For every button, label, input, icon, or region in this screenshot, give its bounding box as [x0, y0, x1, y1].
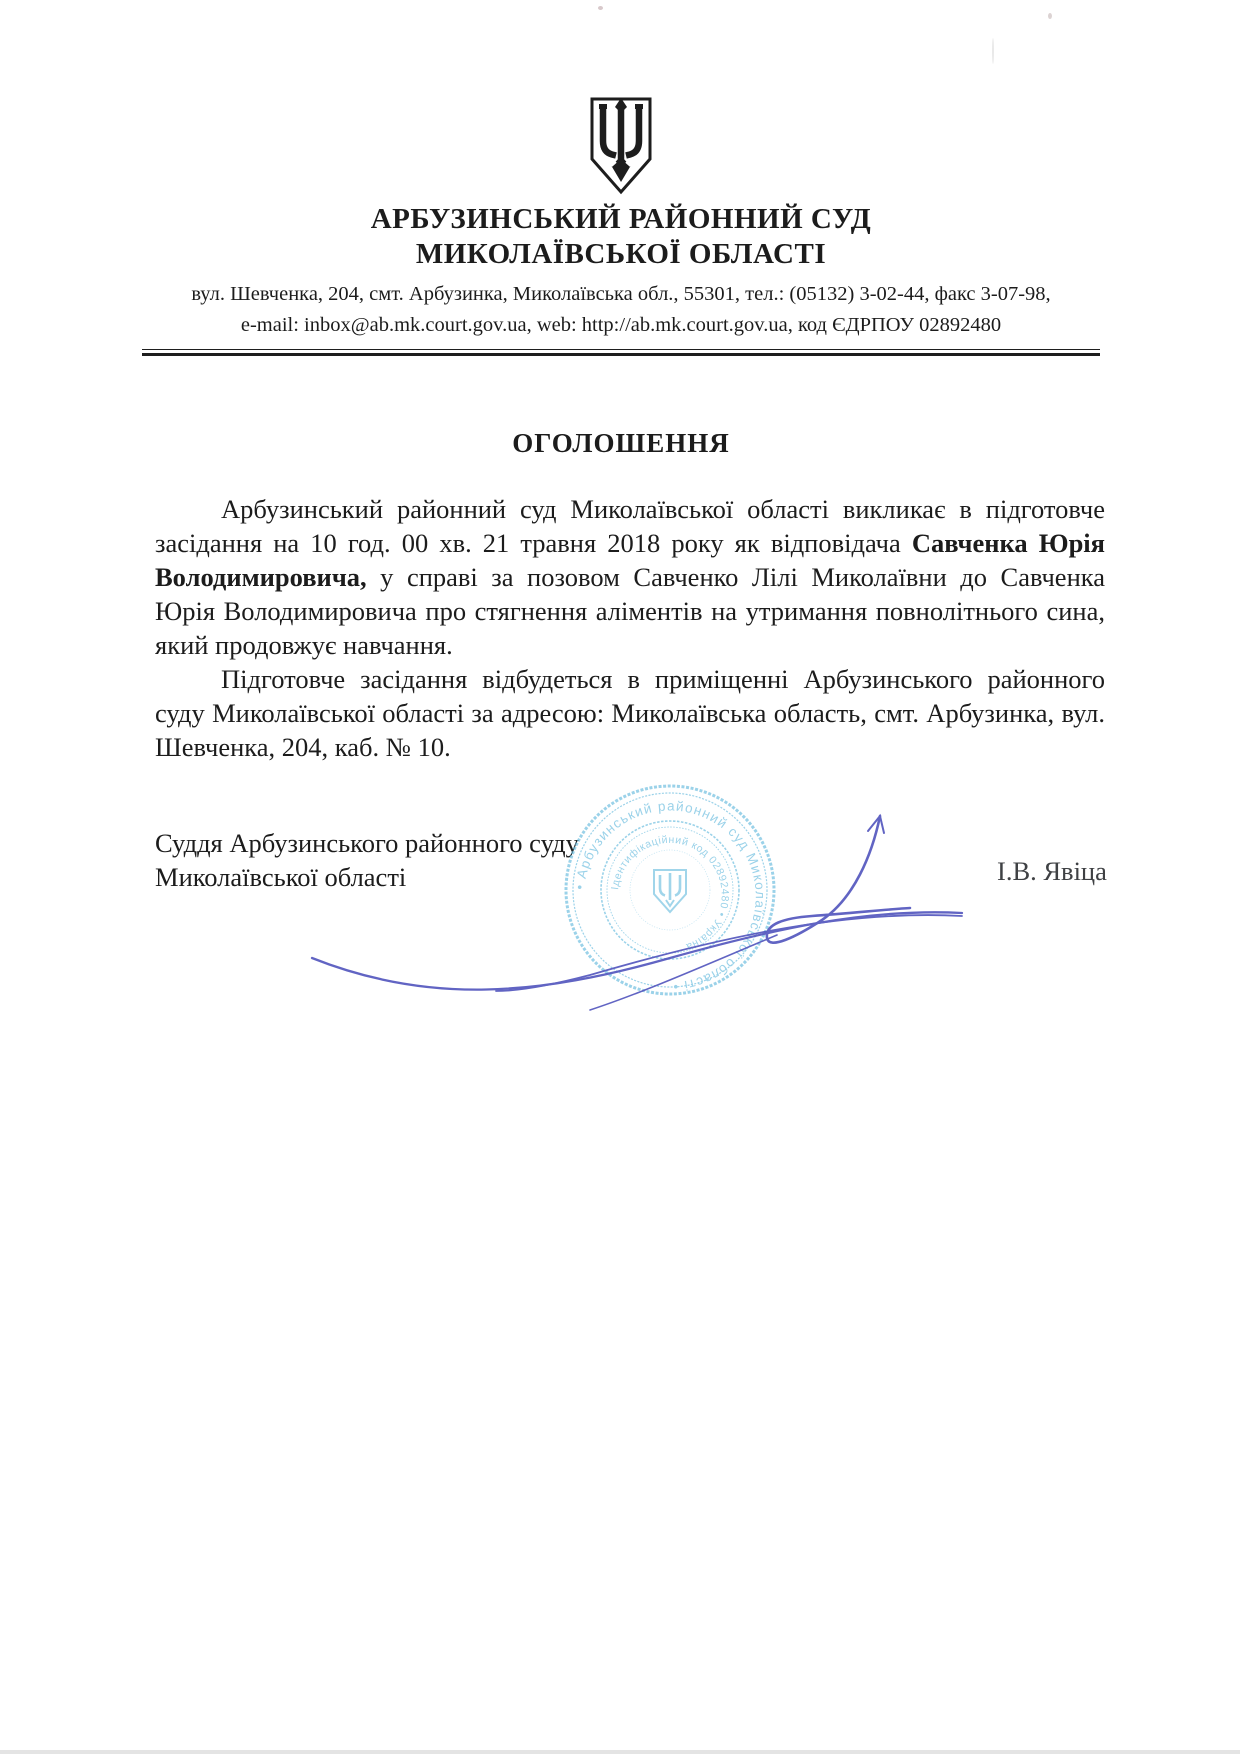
- scan-bottom-edge: [0, 1750, 1240, 1754]
- document-title: ОГОЛОШЕННЯ: [512, 428, 730, 458]
- letterhead: [142, 96, 1100, 356]
- court-contact-line: e-mail: inbox@ab.mk.court.gov.ua, web: http://ab.mk.court.gov.ua, код ЄДРПОУ 02892480: [240, 314, 1002, 336]
- stamp-inner-text: Ідентифікаційний код 02892480 • Україна: [609, 833, 731, 954]
- court-address-line: вул. Шевченка, 204, смт. Арбузинка, Миколаївська обл., 55301, тел.: (05132) 3-02-44, факс 3-07-98,: [191, 283, 1051, 305]
- court-name-line2: МИКОЛАЇВСЬКОЇ ОБЛАСТІ: [415, 238, 827, 270]
- letterhead-separator: [142, 349, 1100, 356]
- signer-name: І.В. Явіца: [997, 856, 1107, 886]
- signer-title-line1: Суддя Арбузинського районного суду: [155, 828, 579, 858]
- paragraph-1-text-after: у справі за позовом Савченко Лілі Миколаївни до Савченка Юрія Володимировича про стягнення аліментів на утримання повнолітнього сина, який продовжує навчання.: [155, 562, 1105, 660]
- court-name-line1: АРБУЗИНСЬКИЙ РАЙОННИЙ СУД: [370, 203, 872, 235]
- body-paragraph-2: Підготовче засідання відбудеться в приміщенні Арбузинського районного суду Миколаївської області за адресою: Миколаївська область, смт. Арбузинка, вул. Шевченка, 204, каб. № 10.: [155, 664, 1105, 762]
- signer-title-line2: Миколаївської області: [155, 862, 407, 892]
- respondent-name: Савченка Юрія Володимировича,: [155, 528, 1106, 592]
- scan-speck: [1048, 13, 1052, 19]
- scan-speck: [598, 6, 603, 10]
- stamp-outer-text: • Арбузинський районний суд Миколаївської області •: [572, 798, 768, 995]
- body-paragraph-1: [155, 492, 1105, 662]
- ukraine-trident-emblem-icon: [586, 96, 656, 196]
- judge-signature-ink: [290, 695, 990, 1025]
- paragraph-1-text-before: Арбузинський районний суд Миколаївської області викликає в підготовче засідання на 10 год. 00 хв. 21 травня 2018 року як відповідача: [155, 494, 1105, 558]
- scan-speck: [992, 38, 994, 64]
